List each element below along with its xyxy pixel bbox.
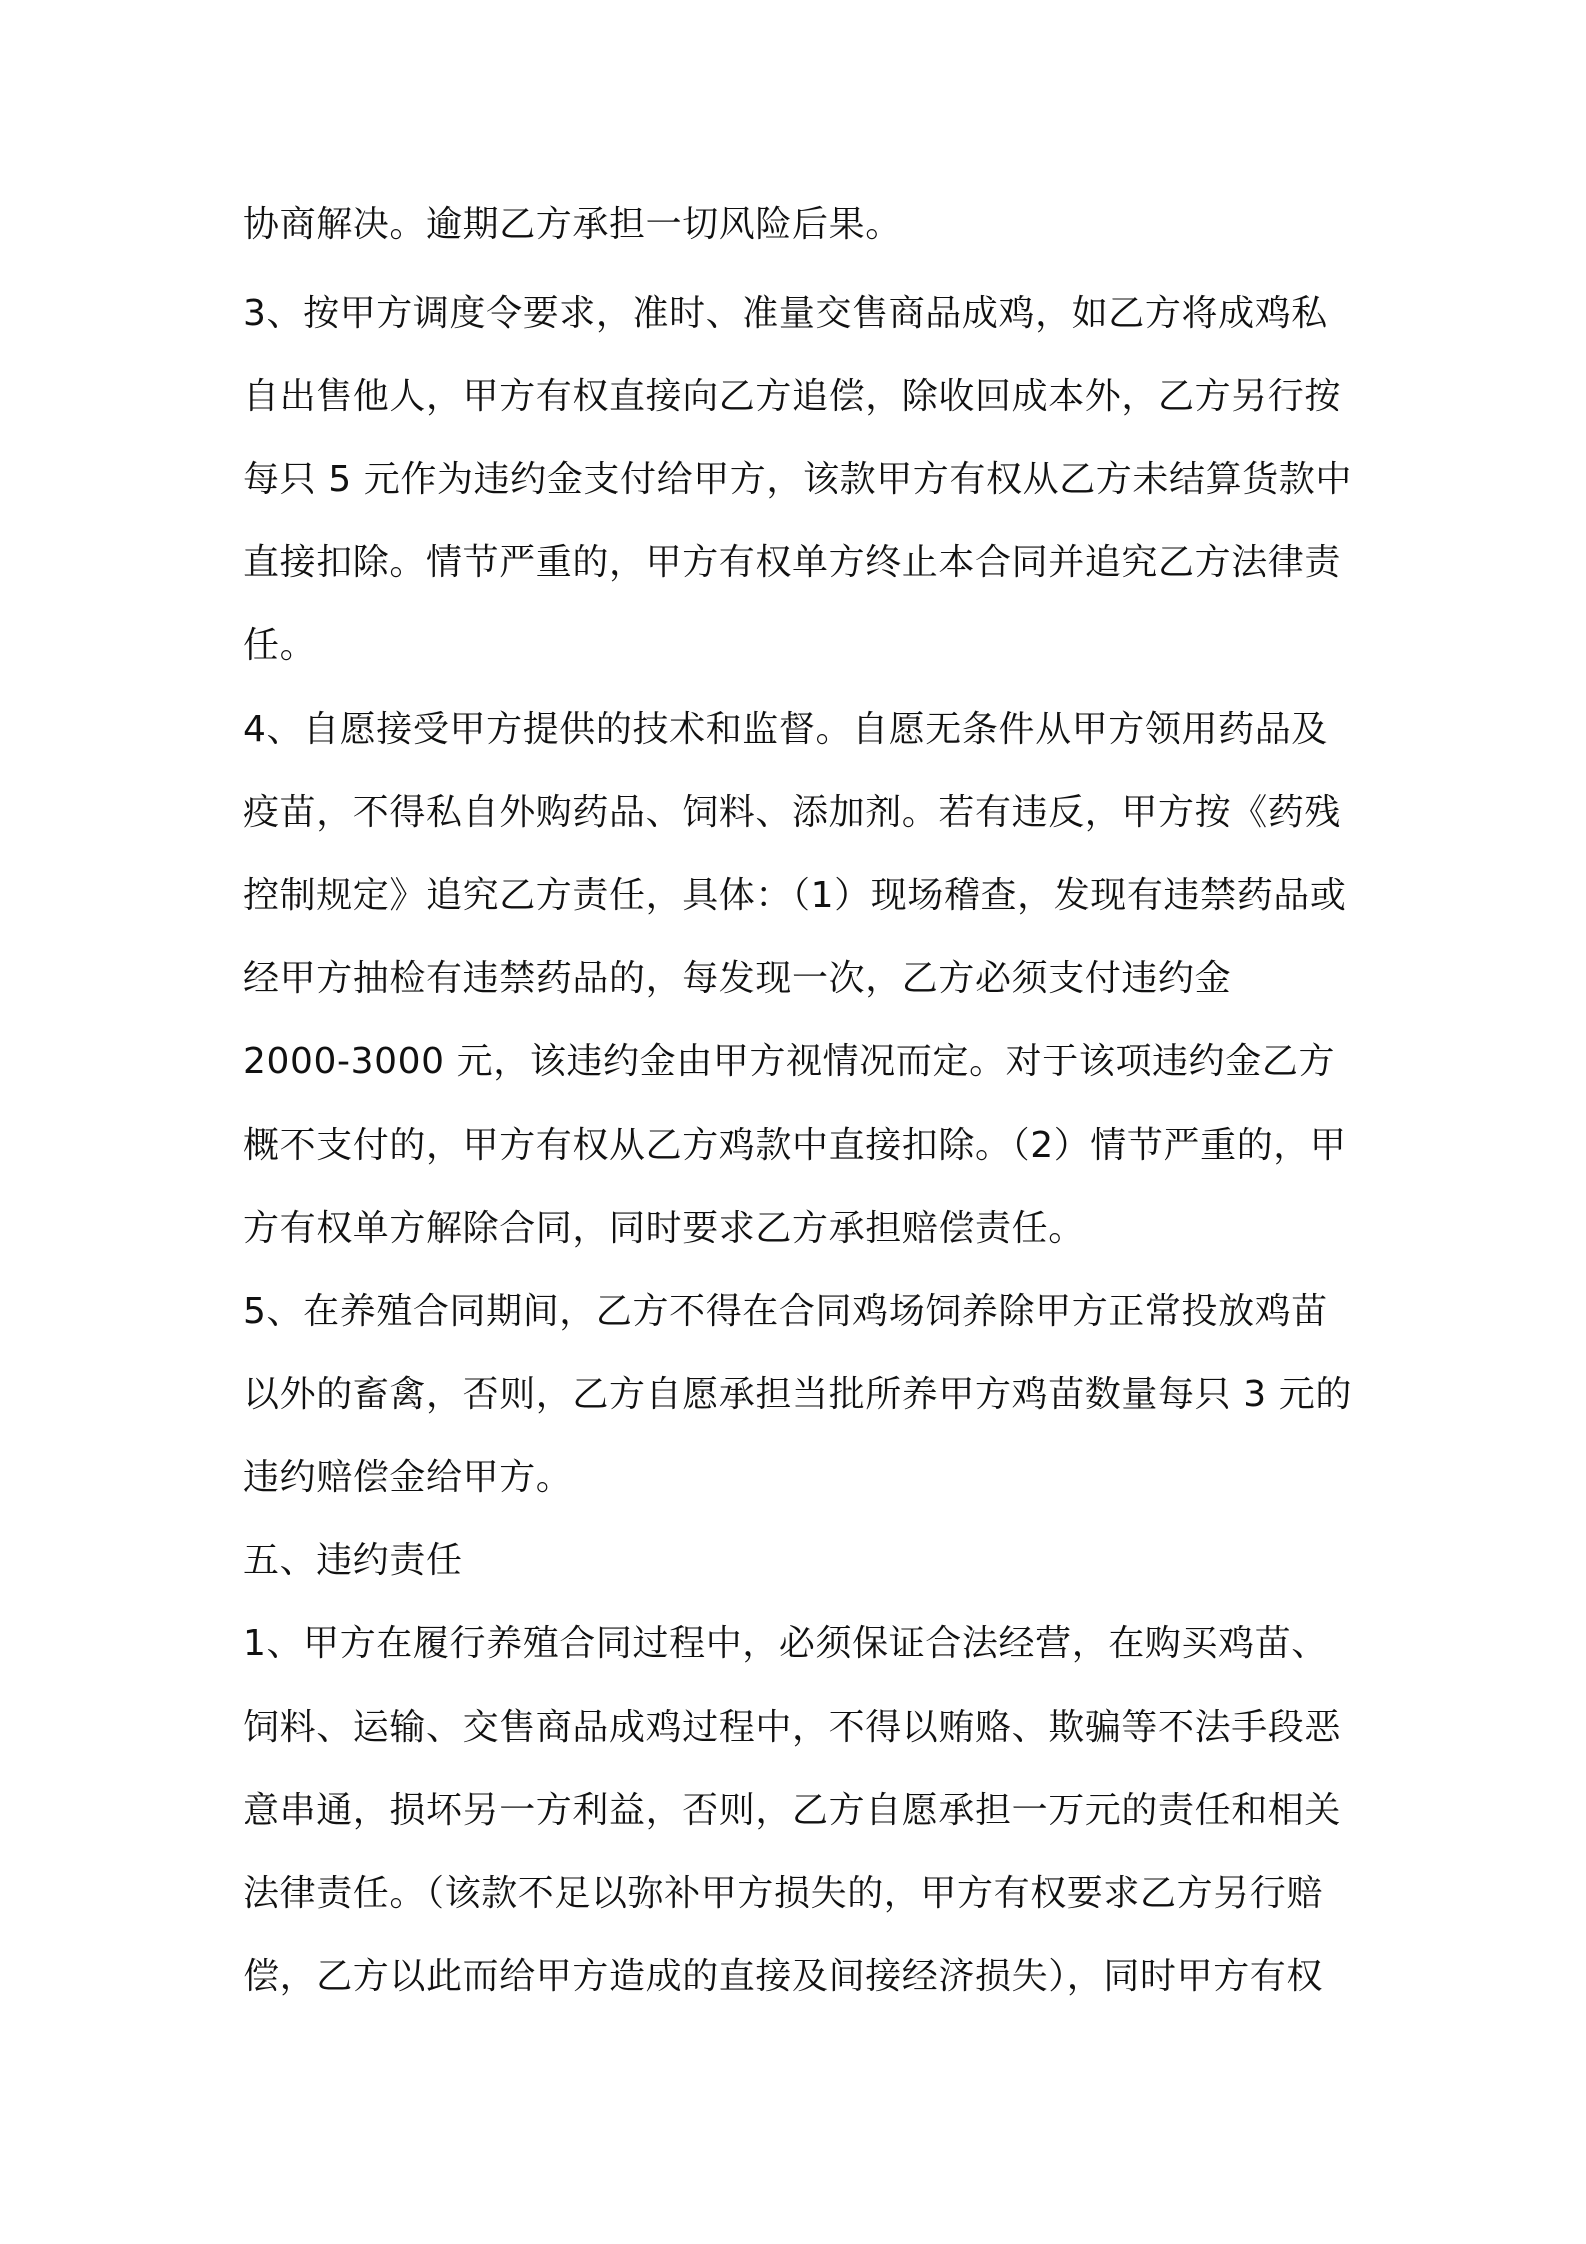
text-line: 饲料、运输、交售商品成鸡过程中，不得以贿赂、欺骗等不法手段恶 [243, 1707, 1342, 1748]
text-line: 直接扣除。情节严重的，甲方有权单方终止本合同并追究乙方法律责 [243, 542, 1342, 583]
text-line: 协商解决。逾期乙方承担一切风险后果。 [243, 204, 902, 245]
text-line: 概不支付的，甲方有权从乙方鸡款中直接扣除。（2）情节严重的，甲 [243, 1125, 1347, 1166]
text-line: 3、按甲方调度令要求，准时、准量交售商品成鸡，如乙方将成鸡私 [243, 293, 1328, 334]
text-line: 1、甲方在履行养殖合同过程中，必须保证合法经营，在购买鸡苗、 [243, 1623, 1328, 1664]
text-line: 违约赔偿金给甲方。 [243, 1457, 573, 1498]
section-heading: 五、违约责任 [243, 1540, 463, 1581]
text-line: 5、在养殖合同期间，乙方不得在合同鸡场饲养除甲方正常投放鸡苗 [243, 1291, 1328, 1332]
text-line: 方有权单方解除合同，同时要求乙方承担赔偿责任。 [243, 1208, 1085, 1249]
text-line: 控制规定》追究乙方责任，具体：（1）现场稽查，发现有违禁药品或 [243, 875, 1347, 916]
text-line: 法律责任。（该款不足以弥补甲方损失的，甲方有权要求乙方另行赔 [243, 1873, 1324, 1914]
text-line: 意串通，损坏另一方利益，否则，乙方自愿承担一万元的责任和相关 [243, 1790, 1342, 1831]
text-line: 任。 [243, 625, 317, 666]
text-line: 2000-3000 元，该违约金由甲方视情况而定。对于该项违约金乙方 [243, 1041, 1336, 1082]
text-line: 以外的畜禽，否则，乙方自愿承担当批所养甲方鸡苗数量每只 3 元的 [243, 1374, 1352, 1415]
text-line: 经甲方抽检有违禁药品的，每发现一次，乙方必须支付违约金 [243, 958, 1232, 999]
text-line: 自出售他人，甲方有权直接向乙方追偿，除收回成本外，乙方另行按 [243, 376, 1342, 417]
text-line: 每只 5 元作为违约金支付给甲方，该款甲方有权从乙方未结算货款中 [243, 459, 1352, 500]
text-line: 4、自愿接受甲方提供的技术和监督。自愿无条件从甲方领用药品及 [243, 709, 1328, 750]
text-line: 疫苗，不得私自外购药品、饲料、添加剂。若有违反，甲方按《药残 [243, 792, 1342, 833]
text-line: 偿，乙方以此而给甲方造成的直接及间接经济损失），同时甲方有权 [243, 1956, 1324, 1997]
